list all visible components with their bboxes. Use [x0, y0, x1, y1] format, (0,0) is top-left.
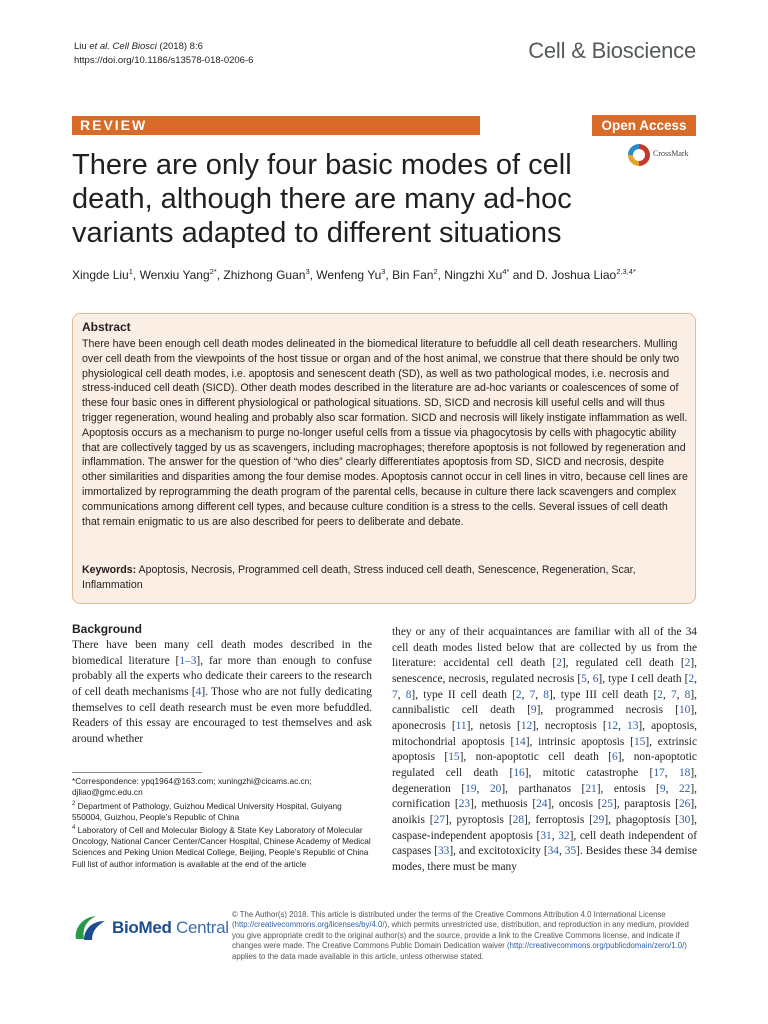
text-run: , — [618, 719, 627, 732]
crossmark-button[interactable] — [628, 144, 700, 170]
citation-journal: et al. Cell Biosci — [86, 41, 157, 52]
text-run: ], entosis [ — [596, 782, 660, 795]
citation-link[interactable]: 8 — [405, 688, 412, 701]
keywords-label: Keywords: — [82, 564, 137, 576]
text-run: , — [535, 688, 544, 701]
biomed-central-icon — [72, 913, 108, 943]
text-run: ], non-apoptotic regulated cell death [ — [392, 751, 697, 779]
text-run: ) applies to the data made available in this article, unless otherwise stated. — [232, 941, 687, 961]
citation-link[interactable]: 15 — [633, 735, 646, 748]
citation-authors: Liu — [74, 41, 87, 52]
text-run: ], cornification [ — [392, 782, 697, 811]
body-left-column — [72, 638, 372, 748]
citation-link[interactable]: 28 — [512, 813, 525, 826]
text-run: they or any of their acquaintances are familiar with all of the 34 cell death modes listed below that are collected by us from the literature: accidental cell death [ — [392, 626, 697, 670]
biomed-central-logo — [72, 913, 229, 943]
text-run: , — [662, 688, 671, 701]
author-name[interactable]: Wenxiu Yang — [139, 268, 210, 282]
footnotes — [72, 776, 372, 870]
license-link[interactable]: http://creativecommons.org/licenses/by/4.0/ — [234, 920, 385, 930]
text-run: , — [476, 782, 490, 795]
text-run: ], phagoptosis [ — [604, 813, 679, 826]
text-run: ]. Besides these 34 demise modes, there must be many — [392, 845, 697, 873]
citation-link[interactable]: 13 — [627, 719, 639, 732]
text-run: ], senescence, necrosis, regulated necrosis [ — [392, 657, 698, 685]
citation-link[interactable]: 2 — [556, 657, 562, 670]
author-name[interactable]: Wenfeng Yu — [316, 268, 382, 282]
text-run: ], cannibalistic cell death [ — [392, 688, 697, 717]
text-run: There have been many cell death modes described in the biomedical literature [ — [72, 639, 372, 667]
correspondence-note: *Correspondence: ypq1964@163.com; xuningzhi@cicams.ac.cn; djliao@gmc.edu.cn — [72, 776, 312, 798]
text-run: © The Author(s) 2018. This article is distributed under the terms of the Creative Commons Attribution 4.0 International License ( — [232, 910, 666, 930]
citation-link[interactable]: 20 — [489, 782, 502, 795]
author-affiliation: 3 — [381, 267, 386, 276]
text-run: , — [559, 845, 565, 858]
background-heading: Background — [72, 622, 143, 636]
journal-name: Cell & Bioscience — [528, 38, 696, 63]
text-run: ], type II cell death [ — [411, 688, 516, 701]
citation-link[interactable]: 35 — [564, 845, 577, 858]
text-run: , — [586, 672, 593, 685]
citation-link[interactable]: 9 — [530, 704, 537, 717]
author-affiliation: 2,3,4* — [616, 267, 636, 276]
article-title: There are only four basic modes of cell death, although there are many ad-hoc variants adapted to different situations — [72, 149, 572, 249]
citation-link[interactable]: 5 — [581, 672, 587, 685]
citation-link[interactable]: 26 — [678, 798, 691, 811]
citation-link[interactable]: 32 — [558, 829, 570, 842]
text-run: ], paraptosis [ — [612, 798, 679, 811]
citation-link[interactable]: 6 — [592, 672, 599, 685]
citation-header — [74, 40, 253, 68]
citation-link[interactable]: 21 — [585, 782, 597, 795]
text-run: ], necroptosis [ — [532, 719, 607, 732]
author-name[interactable]: Xingde Liu — [72, 268, 129, 282]
citation-link[interactable]: 12 — [606, 719, 619, 732]
citation-link[interactable]: 31 — [540, 829, 552, 842]
author-affiliation: 1 — [128, 267, 133, 276]
citation-link[interactable]: 29 — [592, 813, 605, 826]
text-run: ], caspase-independent apoptosis [ — [392, 813, 697, 842]
footnote-divider — [72, 772, 202, 773]
citation-link[interactable]: 11 — [455, 719, 467, 732]
text-run: , — [664, 766, 679, 779]
citation-link[interactable]: 12 — [520, 719, 533, 732]
citation-link[interactable]: 34 — [547, 845, 559, 858]
text-run: ], far more than enough to confuse probably all the experts who dedicate their careers to the research of cell death mechanisms [ — [72, 654, 372, 698]
text-run: ], apoptosis, mitochondrial apoptosis [ — [392, 719, 697, 748]
citation-link[interactable]: 7 — [392, 688, 398, 701]
text-run: ], pyroptosis [ — [444, 813, 513, 826]
text-run: ], type III cell death [ — [548, 688, 658, 701]
author-affiliation: 2* — [209, 267, 217, 276]
citation-link[interactable]: 27 — [433, 813, 445, 826]
biomed-central-wordmark: BioMed Central — [112, 918, 229, 937]
text-run: ), which permits unrestricted use, distribution, and reproduction in any medium, provided you give appropriate credit to the original author(s) and the source, provide a link to the Creative Commons license, and indicate if changes were made. The Creative Commons Public Domain Dedication waiver ( — [232, 920, 689, 951]
citation-link[interactable]: 23 — [458, 798, 471, 811]
text-run: ], degeneration [ — [392, 766, 697, 795]
text-run: ], non-apoptotic cell death [ — [459, 751, 612, 764]
text-run: ], parthanatos [ — [501, 782, 586, 795]
citation-year: (2018) 8:6 — [156, 41, 203, 52]
body-right-column — [392, 625, 697, 876]
citation-link[interactable]: 1–3 — [179, 654, 197, 667]
citation-link[interactable]: 6 — [611, 751, 618, 764]
affiliation-4: $^4$ Laboratory of Cell and Molecular Biology & State Key Laboratory of Molecular Oncology, National Cancer Center/Cancer Hospital, Chinese Academy of Medical Sciences and Peking Union Medical College, Beijing, People’s Republic of China — [72, 824, 371, 858]
citation-link[interactable]: 2 — [684, 657, 691, 670]
affiliation-2: $^2$ Department of Pathology, Guizhou Medical University Hospital, Guiyang 550004, Guizhou, People’s Republic of China — [72, 800, 342, 822]
text-run: , — [694, 672, 697, 685]
license-text — [232, 910, 702, 962]
text-run: , — [521, 688, 530, 701]
author-list: Xingde Liu$^1$, Wenxiu Yang$^{2*}$, Zhizhong Guan$^3$, Wenfeng Yu$^3$, Bin Fan$^2$, Ningzhi $Xu^{4*}$ and D. Joshua Liao$^{2,3,4*}$ — [72, 267, 636, 282]
author-affiliation: 2 — [433, 267, 438, 276]
citation-link[interactable]: 25 — [601, 798, 613, 811]
text-run: ], programmed necrosis [ — [536, 704, 679, 717]
keywords — [82, 563, 688, 593]
text-run: ], and excitotoxicity [ — [449, 845, 548, 858]
text-run: , — [397, 688, 406, 701]
citation-link[interactable]: 19 — [465, 782, 477, 795]
citation-link[interactable]: 18 — [678, 766, 691, 779]
text-run: ], extrinsic apoptosis [ — [392, 735, 698, 764]
citation-link[interactable]: 17 — [653, 766, 665, 779]
crossmark-icon — [628, 144, 650, 166]
abstract-text: There have been enough cell death modes delineated in the biomedical literature to befuddle all cell death researchers. Mulling over cell death from the viewpoints of the host tissue or organ and of the host animal, we construe that there should be only two physiological cell death modes, i.e. apoptosis and senescent death (SD), as well as two pathological modes, i.e. necrosis and stress-induced cell death (SICD). Other death modes described in the literature are ad-hoc variants or coalescences of some of these four basic ones in different physiological or pathological situations. SD, SICD and necrosis kill useful cells and will thus trigger regeneration, wound healing and probably also scar formation. SICD and necrosis will likely instigate inflammation as well. Apoptosis occurs as a mechanism to purge no-longer useful cells from a tissue via phagocytosis by cells with phagocytic ability that are collectively tagged by us as scavengers, including macrophages; therefore apoptosis is not followed by regeneration and inflammation. The answer for the question of “who dies” clearly differentiates apoptosis from SD, SICD and necrosis, despite other similarities and disparities among the four demise modes. Apoptosis cannot occur in cell lines in vitro, because cell lines are immortalized by reprogramming the death program of the parental cells, because in culture there lack scavengers and complex communications among different cell types, and because culture condition is a stress to the cells. Several issues of cell death that remain enigmatic to us are also described for peers to deliberate and debate. — [82, 338, 688, 528]
citation-link[interactable]: 30 — [678, 813, 691, 826]
citation-link[interactable]: 9 — [659, 782, 666, 795]
author-name[interactable]: D. Joshua Liao — [536, 268, 617, 282]
citation-link[interactable]: 7 — [529, 688, 536, 701]
author-name[interactable]: Zhizhong Guan — [223, 268, 306, 282]
citation-link[interactable]: 2 — [657, 688, 663, 701]
text-run: ], anoikis [ — [392, 798, 697, 826]
keywords-list: Apoptosis, Necrosis, Programmed cell death, Stress induced cell death, Senescence, Regeneration, Scar, Inflammation — [82, 564, 636, 591]
text-run: ]. Those who are not fully dedicating themselves to cell death research must be even more befuddled. Readers of this essay are encouraged to test themselves and ask around whether — [72, 685, 373, 745]
text-run: ], oncosis [ — [547, 798, 602, 811]
text-run: ], intrinsic apoptosis [ — [525, 735, 634, 748]
citation-link[interactable]: 2 — [688, 672, 695, 685]
citation-link[interactable]: 2 — [515, 688, 522, 701]
citation-link[interactable]: 8 — [543, 688, 549, 701]
author-affiliation: 3 — [305, 267, 310, 276]
crossmark-label: CrossMark — [653, 149, 689, 158]
text-run: ], ferroptosis [ — [524, 813, 593, 826]
text-run: ], netosis [ — [466, 719, 521, 732]
author-affiliation: 4* — [502, 267, 510, 276]
citation-link[interactable]: 10 — [678, 704, 691, 717]
text-run: ], type I cell death [ — [598, 672, 689, 685]
citation-link[interactable]: 16 — [513, 766, 525, 779]
citation-link[interactable]: 4 — [195, 685, 202, 698]
text-run: ], mitotic catastrophe [ — [524, 766, 654, 779]
citation-link[interactable]: 15 — [448, 751, 460, 764]
text-run: ], cell death independent of caspases [ — [392, 829, 697, 858]
citation-link[interactable]: 14 — [514, 735, 526, 748]
author-name[interactable]: Bin Fan — [392, 268, 434, 282]
citation-link[interactable]: 33 — [437, 845, 450, 858]
citation-link[interactable]: 24 — [536, 798, 548, 811]
text-run: , — [676, 688, 685, 701]
text-run: ], methuosis [ — [470, 798, 537, 811]
doi-link[interactable]: https://doi.org/10.1186/s13578-018-0206-6 — [74, 55, 254, 66]
citation-link[interactable]: 7 — [670, 688, 677, 701]
citation-link[interactable]: 22 — [678, 782, 691, 795]
text-run: ], aponecrosis [ — [392, 704, 697, 732]
open-access-label: Open Access — [601, 118, 687, 133]
abstract-heading: Abstract — [82, 320, 131, 334]
full-author-info-note: Full list of author information is available at the end of the article — [72, 858, 307, 869]
text-run: , — [665, 782, 679, 795]
license-link[interactable]: http://creativecommons.org/publicdomain/zero/1.0/ — [509, 941, 685, 951]
citation-link[interactable]: 8 — [684, 688, 691, 701]
review-label: REVIEW — [80, 117, 148, 133]
text-run: ], regulated cell death [ — [561, 657, 685, 670]
text-run: , — [551, 829, 559, 842]
author-name[interactable]: Ningzhi Xu — [444, 268, 503, 282]
